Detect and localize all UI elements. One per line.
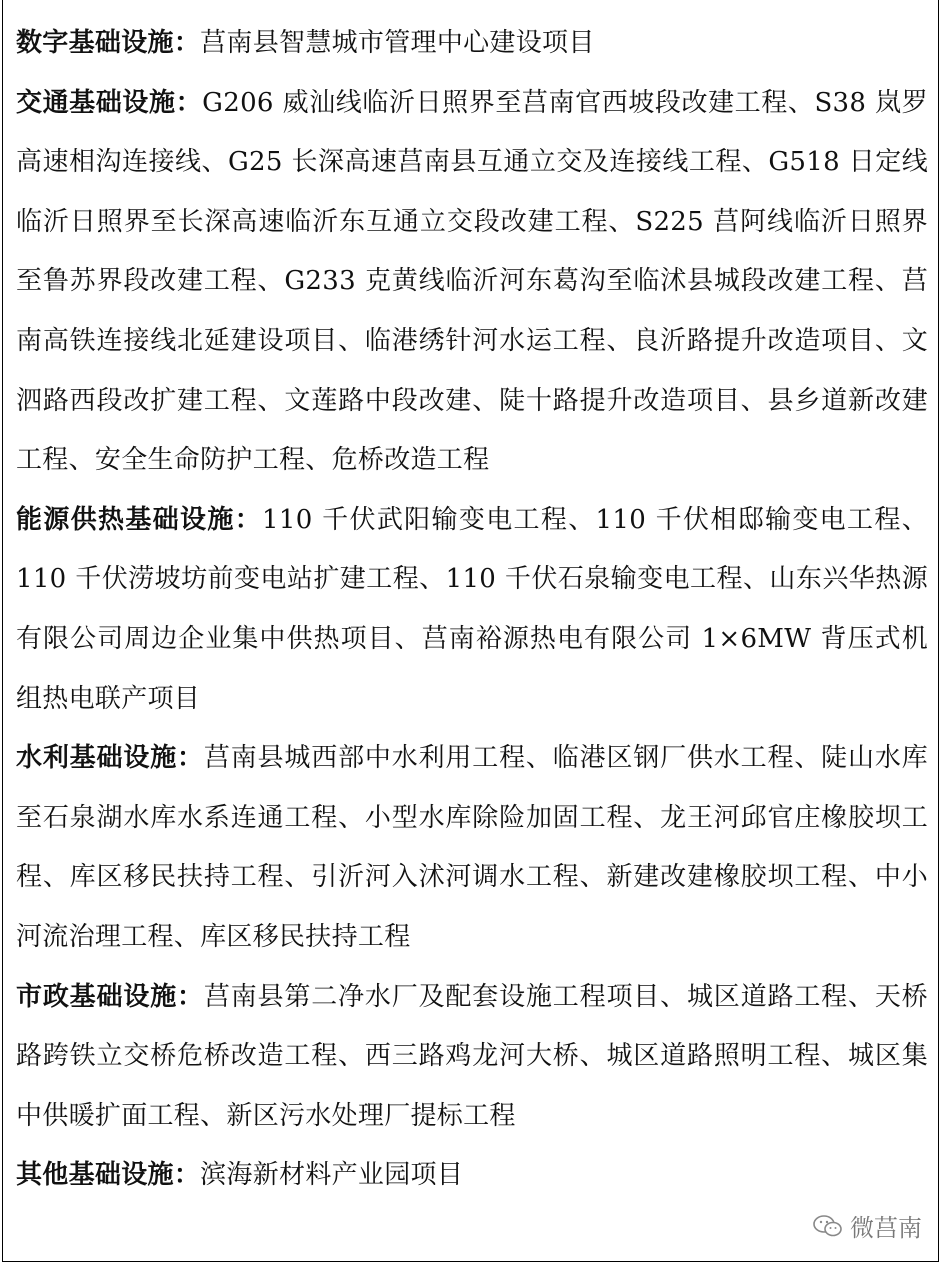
section-text: G206 威汕线临沂日照界至莒南官西坡段改建工程、S38 岚罗高速相沟连接线、G25 长深高速莒南县互通立交及连接线工程、G518 日定线临沂日照界至长深高速临沂东互通立交段改建工程、S225 莒阿线临沂日照界至鲁苏界段改建工程、G233 克黄线临沂河东葛沟至临沭县城段改建工程、莒南高铁连接线北延建设项目、临港绣针河水运工程、良沂路提升改造项目、文泗路西段改扩建工程、文莲路中段改建、陡十路提升改造项目、县乡道新改建工程、安全生命防护工程、危桥改造工程 bbox=[16, 87, 928, 476]
wechat-icon bbox=[812, 1213, 844, 1239]
section-municipal: 市政基础设施：莒南县第二净水厂及配套设施工程项目、城区道路工程、天桥路跨铁立交桥危桥改造工程、西三路鸡龙河大桥、城区道路照明工程、城区集中供暖扩面工程、新区污水处理厂提标工程 bbox=[16, 981, 928, 1131]
section-transport: 交通基础设施：G206 威汕线临沂日照界至莒南官西坡段改建工程、S38 岚罗高速相沟连接线、G25 长深高速莒南县互通立交及连接线工程、G518 日定线临沂日照界至长深高速临沂东互通立交段改建工程、S225 莒阿线临沂日照界至鲁苏界段改建工程、G233 克黄线临沂河东葛沟至临沭县城段改建工程、莒南高铁连接线北延建设项目、临港绣针河水运工程、良沂路提升改造项目、文泗路西段改扩建工程、文莲路中段改建、陡十路提升改造项目、县乡道新改建工程、安全生命防护工程、危桥改造工程 bbox=[16, 87, 928, 476]
watermark-text: 微莒南 bbox=[850, 1214, 922, 1242]
section-label: 其他基础设施 bbox=[16, 1160, 174, 1191]
section-label: 市政基础设施 bbox=[16, 981, 178, 1012]
section-text: 滨海新材料产业园项目 bbox=[200, 1160, 464, 1191]
section-label: 交通基础设施 bbox=[16, 87, 176, 118]
section-label: 水利基础设施 bbox=[16, 743, 178, 774]
watermark bbox=[812, 1208, 922, 1243]
section-label: 能源供热基础设施 bbox=[16, 504, 235, 535]
section-energy: 能源供热基础设施：110 千伏武阳输变电工程、110 千伏相邸输变电工程、110 千伏涝坡坊前变电站扩建工程、110 千伏石泉输变电工程、山东兴华热源有限公司周边企业集中供热项目、莒南裕源热电有限公司 1×6MW 背压式机组热电联产项目 bbox=[16, 504, 928, 714]
document-body bbox=[16, 14, 928, 1206]
section-digital: 数字基础设施：莒南县智慧城市管理中心建设项目 bbox=[16, 28, 595, 58]
section-text: 莒南县智慧城市管理中心建设项目 bbox=[200, 28, 595, 58]
section-text: 莒南县城西部中水利用工程、临港区钢厂供水工程、陡山水库至石泉湖水库水系连通工程、小型水库除险加固工程、龙王河邱官庄橡胶坝工程、库区移民扶持工程、引沂河入沭河调水工程、新建改建橡胶坝工程、中小河流治理工程、库区移民扶持工程 bbox=[16, 743, 928, 952]
section-text: 110 千伏武阳输变电工程、110 千伏相邸输变电工程、110 千伏涝坡坊前变电站扩建工程、110 千伏石泉输变电工程、山东兴华热源有限公司周边企业集中供热项目、莒南裕源热电有限公司 1×6MW 背压式机组热电联产项目 bbox=[16, 504, 928, 714]
section-text: 莒南县第二净水厂及配套设施工程项目、城区道路工程、天桥路跨铁立交桥危桥改造工程、西三路鸡龙河大桥、城区道路照明工程、城区集中供暖扩面工程、新区污水处理厂提标工程 bbox=[16, 981, 928, 1131]
section-label: 数字基础设施 bbox=[16, 28, 174, 58]
section-other: 其他基础设施：滨海新材料产业园项目 bbox=[16, 1160, 464, 1191]
section-water: 水利基础设施：莒南县城西部中水利用工程、临港区钢厂供水工程、陡山水库至石泉湖水库水系连通工程、小型水库除险加固工程、龙王河邱官庄橡胶坝工程、库区移民扶持工程、引沂河入沭河调水工程、新建改建橡胶坝工程、中小河流治理工程、库区移民扶持工程 bbox=[16, 743, 928, 952]
